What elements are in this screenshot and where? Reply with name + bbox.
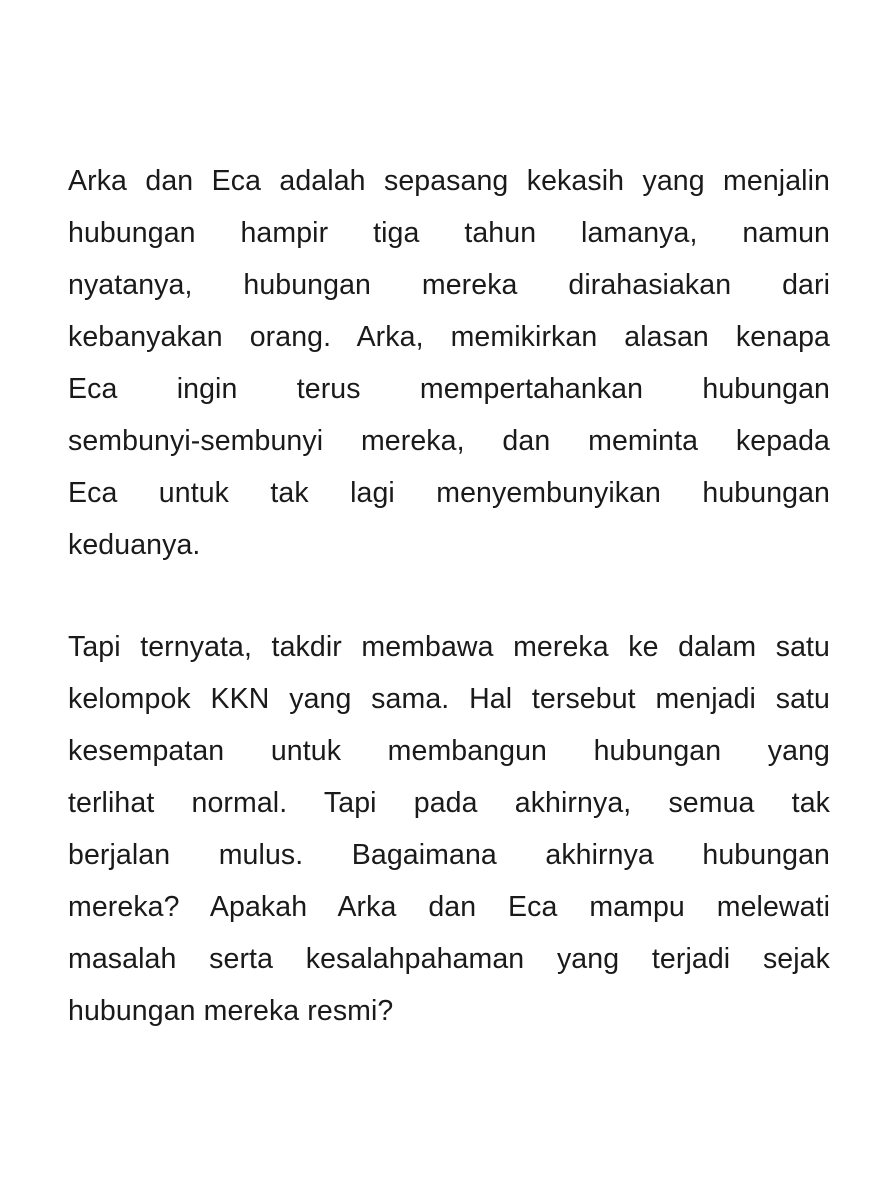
paragraph-spacer <box>68 571 830 621</box>
text-line: mereka? Apakah Arka dan Eca mampu melewati <box>68 891 830 923</box>
text-line: Eca ingin terus mempertahankan hubungan <box>68 373 830 405</box>
text-line: Tapi ternyata, takdir membawa mereka ke dalam satu <box>68 631 830 663</box>
text-line: kesempatan untuk membangun hubungan yang <box>68 735 830 767</box>
paragraph-2 <box>68 621 830 1037</box>
text-line: sembunyi-sembunyi mereka, dan meminta kepada <box>68 425 830 457</box>
text-line: masalah serta kesalahpahaman yang terjadi sejak <box>68 943 830 975</box>
text-line: hubungan mereka resmi? <box>68 995 394 1027</box>
text-line: nyatanya, hubungan mereka dirahasiakan dari <box>68 269 830 301</box>
text-line: Eca untuk tak lagi menyembunyikan hubungan <box>68 477 830 509</box>
text-line: kelompok KKN yang sama. Hal tersebut menjadi satu <box>68 683 830 715</box>
text-line: Arka dan Eca adalah sepasang kekasih yang menjalin <box>68 165 830 197</box>
synopsis-text <box>68 155 830 1037</box>
text-line: hubungan hampir tiga tahun lamanya, namun <box>68 217 830 249</box>
paragraph-1 <box>68 155 830 571</box>
text-line: berjalan mulus. Bagaimana akhirnya hubungan <box>68 839 830 871</box>
text-line: keduanya. <box>68 529 201 561</box>
text-line: kebanyakan orang. Arka, memikirkan alasan kenapa <box>68 321 830 353</box>
text-line: terlihat normal. Tapi pada akhirnya, semua tak <box>68 787 830 819</box>
